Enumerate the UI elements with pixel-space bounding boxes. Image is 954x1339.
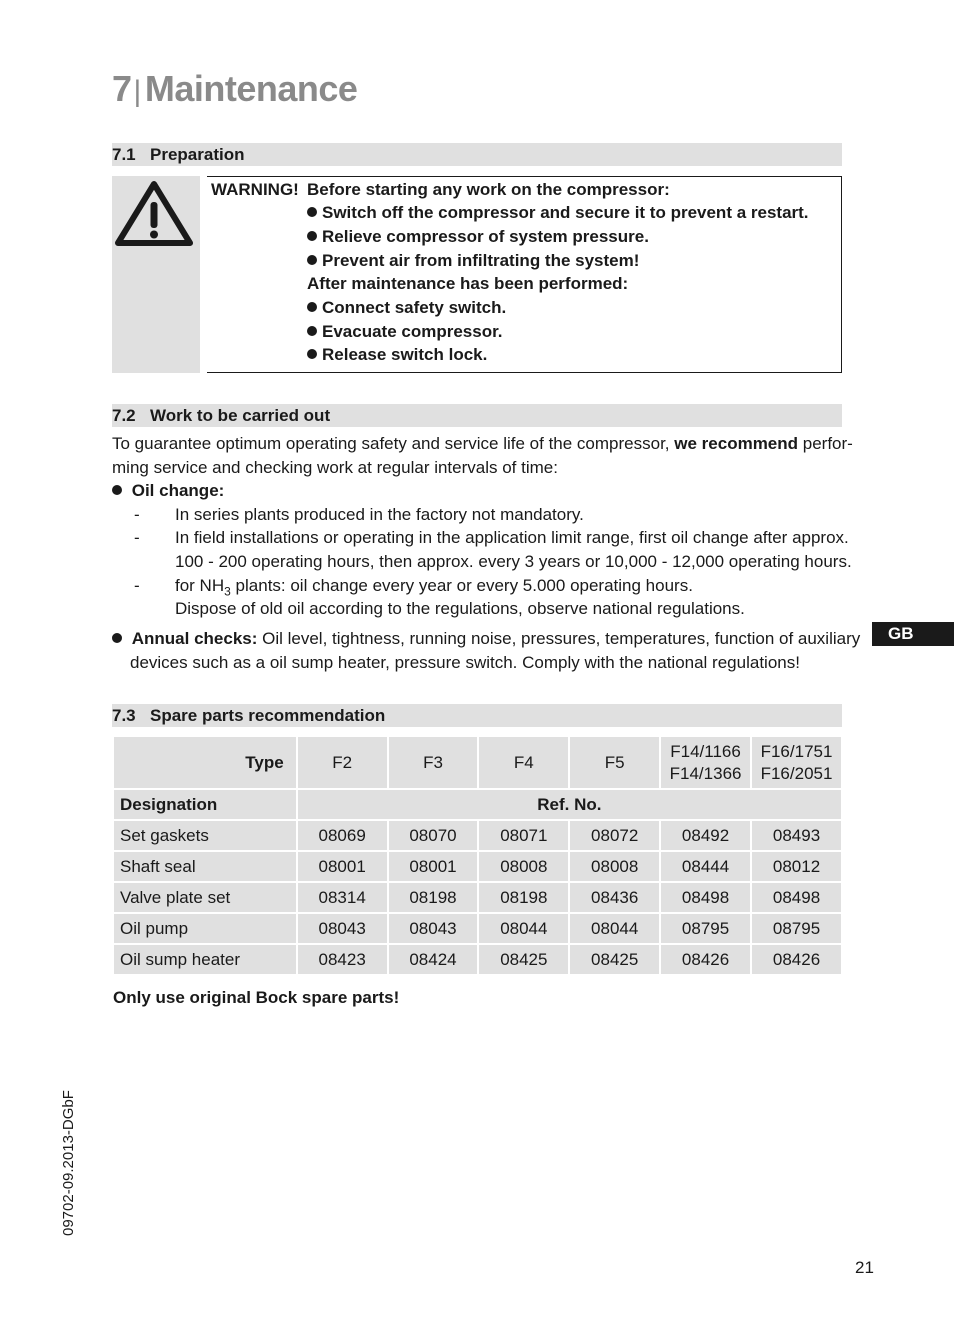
spare-parts-note: Only use original Bock spare parts! xyxy=(113,988,400,1007)
chapter-title xyxy=(112,68,357,110)
part-name: Valve plate set xyxy=(114,883,296,912)
oil-item-1: In series plants produced in the factory not mandatory. xyxy=(175,505,584,524)
ref-cell: 08426 xyxy=(661,945,750,974)
ref-cell: 08044 xyxy=(570,914,659,943)
ref-cell: 08072 xyxy=(570,821,659,850)
warning-item xyxy=(307,345,487,365)
subscript: 3 xyxy=(224,584,231,599)
intro-line-2: ming service and checking work at regular intervals of time: xyxy=(112,458,558,477)
warning-label: WARNING! xyxy=(211,180,299,199)
warning-item-text: Prevent air from infiltrating the system! xyxy=(322,251,640,270)
ref-cell: 08070 xyxy=(389,821,478,850)
oil-item-3 xyxy=(175,576,693,598)
ref-cell: 08795 xyxy=(752,914,841,943)
chapter-number: 7 xyxy=(112,68,132,109)
table-row xyxy=(114,852,841,881)
dash-icon: - xyxy=(134,576,140,595)
part-name: Shaft seal xyxy=(114,852,296,881)
warning-item-text: Release switch lock. xyxy=(322,345,488,364)
warning-heading-before: Before starting any work on the compressor: xyxy=(307,180,670,199)
ref-cell: 08001 xyxy=(389,852,478,881)
ref-cell: 08043 xyxy=(298,914,387,943)
ref-cell: 08043 xyxy=(389,914,478,943)
warning-triangle-icon xyxy=(112,176,200,373)
bullet-icon xyxy=(112,633,122,643)
ref-cell: 08492 xyxy=(661,821,750,850)
ref-cell: 08001 xyxy=(298,852,387,881)
section-title: Spare parts recommendation xyxy=(150,706,386,725)
page-number: 21 xyxy=(855,1258,874,1277)
warning-item-text: Switch off the compressor and secure it to prevent a restart. xyxy=(322,203,809,222)
bullet-icon xyxy=(307,207,317,217)
oil-change-heading xyxy=(112,481,224,501)
ref-cell: 08314 xyxy=(298,883,387,912)
section-header-work xyxy=(112,404,842,427)
section-number: 7.2 xyxy=(112,406,136,425)
type-cell xyxy=(661,737,750,788)
annual-checks-line-2: devices such as a oil sump heater, pressure switch. Comply with the national regulations! xyxy=(130,653,800,672)
section-number: 7.3 xyxy=(112,706,136,725)
annual-checks-line-1 xyxy=(112,629,860,649)
ref-cell: 08198 xyxy=(389,883,478,912)
oil-item-2b: 100 - 200 operating hours, then approx. every 3 years or 10,000 - 12,000 operating hours. xyxy=(175,552,852,571)
section-header-spare-parts xyxy=(112,704,842,727)
section-header-preparation xyxy=(112,143,842,166)
designation-label: Designation xyxy=(114,790,296,819)
part-name: Set gaskets xyxy=(114,821,296,850)
type-line-1: F16/1751 xyxy=(760,741,833,761)
type-cell: F4 xyxy=(479,737,568,788)
ref-cell: 08795 xyxy=(661,914,750,943)
warning-heading-after: After maintenance has been performed: xyxy=(307,274,629,293)
language-tab: GB xyxy=(872,622,954,646)
oil-item-3-dispose: Dispose of old oil according to the regulations, observe national regulations. xyxy=(175,599,745,618)
ref-cell: 08198 xyxy=(479,883,568,912)
type-cell xyxy=(752,737,841,788)
section-title: Work to be carried out xyxy=(150,406,331,425)
oil-item-3-text: for NH xyxy=(175,576,225,595)
intro-line-1 xyxy=(112,434,853,454)
ref-cell: 08044 xyxy=(479,914,568,943)
intro-text-end: perfor- xyxy=(802,434,853,453)
ref-cell: 08424 xyxy=(389,945,478,974)
table-row xyxy=(114,883,841,912)
designation-row xyxy=(114,790,841,819)
part-name: Oil pump xyxy=(114,914,296,943)
ref-cell: 08423 xyxy=(298,945,387,974)
bullet-icon xyxy=(307,326,317,336)
warning-item xyxy=(307,298,506,318)
table-header-row xyxy=(114,737,841,788)
table-row xyxy=(114,945,841,974)
bullet-icon xyxy=(307,231,317,241)
type-cell: F3 xyxy=(389,737,478,788)
type-label: Type xyxy=(114,737,296,788)
dash-icon: - xyxy=(134,505,140,524)
warning-item-text: Relieve compressor of system pressure. xyxy=(322,227,649,246)
bullet-icon xyxy=(307,349,317,359)
intro-text: To guarantee optimum operating safety and service life of the compressor, xyxy=(112,434,670,453)
ref-cell: 08444 xyxy=(661,852,750,881)
oil-item-3-text-end: plants: oil change every year or every 5.000 operating hours. xyxy=(235,576,693,595)
ref-cell: 08425 xyxy=(570,945,659,974)
bullet-icon xyxy=(112,485,122,495)
ref-cell: 08493 xyxy=(752,821,841,850)
table-row xyxy=(114,914,841,943)
annual-checks-label: Annual checks: xyxy=(131,629,258,648)
part-name: Oil sump heater xyxy=(114,945,296,974)
oil-item-2a: In field installations or operating in the application limit range, first oil change after approx. xyxy=(175,528,849,547)
ref-cell: 08069 xyxy=(298,821,387,850)
ref-cell: 08008 xyxy=(479,852,568,881)
ref-cell: 08436 xyxy=(570,883,659,912)
warning-item xyxy=(307,203,809,223)
section-number: 7.1 xyxy=(112,145,136,164)
ref-no-label: Ref. No. xyxy=(298,790,841,819)
oil-change-label: Oil change: xyxy=(131,481,225,500)
spare-parts-table xyxy=(112,735,843,976)
ref-cell: 08425 xyxy=(479,945,568,974)
chapter-name: Maintenance xyxy=(144,68,358,109)
warning-item xyxy=(307,251,639,271)
type-cell: F2 xyxy=(298,737,387,788)
ref-cell: 08008 xyxy=(570,852,659,881)
type-line-2: F16/2051 xyxy=(760,763,833,783)
bullet-icon xyxy=(307,255,317,265)
type-cell: F5 xyxy=(570,737,659,788)
document-id: 09702-09.2013-DGbF xyxy=(60,1090,77,1236)
warning-item xyxy=(307,227,649,247)
warning-icon-box xyxy=(112,176,200,373)
type-line-2: F14/1366 xyxy=(669,763,742,783)
chapter-separator: | xyxy=(133,75,141,108)
section-title: Preparation xyxy=(150,145,245,164)
ref-cell: 08071 xyxy=(479,821,568,850)
table-row xyxy=(114,821,841,850)
ref-cell: 08012 xyxy=(752,852,841,881)
ref-cell: 08498 xyxy=(752,883,841,912)
dash-icon: - xyxy=(134,528,140,547)
intro-emphasis: we recommend xyxy=(674,434,799,453)
ref-cell: 08426 xyxy=(752,945,841,974)
ref-cell: 08498 xyxy=(661,883,750,912)
warning-item-text: Connect safety switch. xyxy=(322,298,507,317)
warning-item xyxy=(307,322,502,342)
annual-checks-text: Oil level, tightness, running noise, pressures, temperatures, function of auxiliary xyxy=(262,629,861,648)
warning-item-text: Evacuate compressor. xyxy=(322,322,503,341)
type-line-1: F14/1166 xyxy=(670,741,741,761)
bullet-icon xyxy=(307,302,317,312)
